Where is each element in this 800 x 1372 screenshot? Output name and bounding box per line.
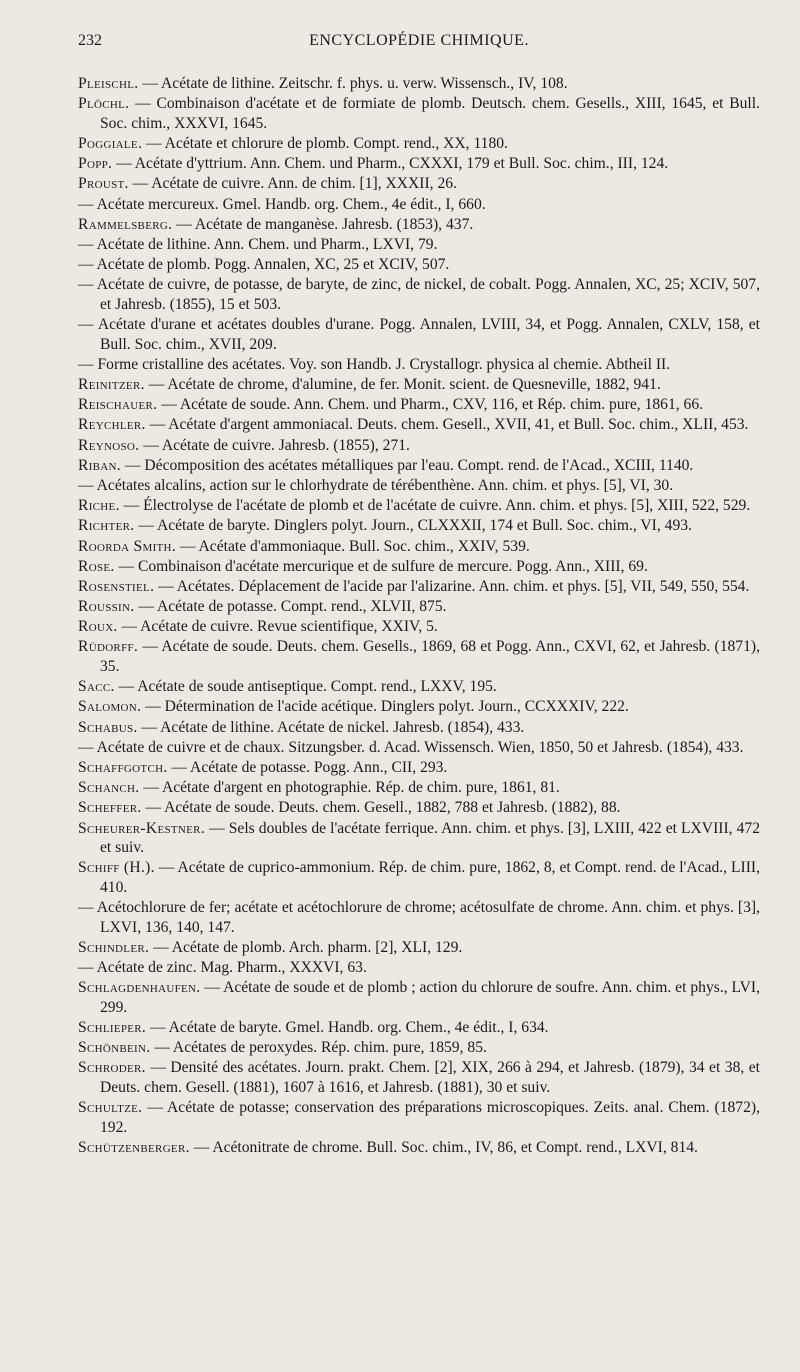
bibliography-entry: [78, 778, 760, 798]
entry-text: — Électrolyse de l'acétate de plomb et de l'acétate de cuivre. Ann. chim. et phys. [5], XIII, 522, 529.: [119, 497, 751, 515]
entry-text: — Acétate de soude. Deuts. chem. Gesells., 1869, 68 et Pogg. Ann., CXVI, 62, et Jahresb. (1871), 35.: [100, 638, 760, 676]
entry-author: Roussin.: [78, 598, 135, 616]
bibliography-entry: [78, 215, 760, 235]
entry-text: — Acétate d'yttrium. Ann. Chem. und Pharm., CXXXI, 179 et Bull. Soc. chim., III, 124.: [112, 155, 669, 173]
bibliography-entry: [78, 415, 760, 435]
bibliography-entry: [78, 174, 760, 194]
entry-author: Riche.: [78, 497, 120, 515]
bibliography-entry: [78, 516, 760, 536]
bibliography-entry: [78, 758, 760, 778]
bibliography-entry: [78, 235, 760, 255]
entry-text: — Acétate de chrome, d'alumine, de fer. Monit. scient. de Quesneville, 1882, 941.: [144, 376, 661, 394]
entry-author: Roorda Smith.: [78, 537, 176, 555]
entry-text: — Acétate d'argent en photographie. Rép. de chim. pure, 1861, 81.: [139, 779, 560, 797]
entry-author: Scheffer.: [78, 799, 142, 817]
entry-text: — Combinaison d'acétate et de formiate de plomb. Deutsch. chem. Gesells., XIII, 1645, et Bull. Soc. chim., XXXVI, 1645.: [100, 95, 760, 132]
entry-author: Popp.: [78, 155, 113, 173]
bibliography-entry: [78, 958, 760, 978]
entry-text: — Acétate de soude antiseptique. Compt. rend., LXXV, 195.: [114, 678, 497, 696]
entry-text: — Acétate de lithine. Zeitschr. f. phys. u. verw. Wissensch., IV, 108.: [138, 75, 568, 92]
entry-text: — Acétates. Déplacement de l'acide par l'alizarine. Ann. chim. et phys. [5], VII, 549, 550, 554.: [154, 577, 750, 595]
entry-text: — Décomposition des acétates métalliques par l'eau. Compt. rend. de l'Acad., XCIII, 1140.: [121, 456, 694, 474]
bibliography-entry: [78, 1018, 760, 1038]
bibliography-entry: [78, 557, 760, 577]
entry-text: — Acétate de soude. Ann. Chem. und Pharm., CXV, 116, et Rép. chim. pure, 1861, 66.: [157, 396, 704, 414]
entry-text: — Acétate de cuivre, de potasse, de baryte, de zinc, de nickel, de cobalt. Pogg. Annalen, XC, 25; XCIV, 507, et Jahresb. (1855), 15 et 503.: [78, 276, 760, 313]
entry-text: — Acétate d'ammoniaque. Bull. Soc. chim., XXIV, 539.: [176, 537, 530, 555]
bibliography-entry: [78, 938, 760, 958]
entry-text: — Acétate de soude et de plomb ; action du chlorure de soufre. Ann. chim. et phys., LVI, 299.: [100, 979, 760, 1016]
bibliography-entry: [78, 1038, 760, 1058]
entry-author: Scheurer-Kestner.: [78, 819, 206, 837]
bibliography-entry: [78, 697, 760, 717]
bibliography-entry: [78, 456, 760, 476]
entry-author: Schiff (H.).: [78, 859, 155, 877]
entry-author: Reischauer.: [78, 396, 158, 414]
bibliography-entry: [78, 677, 760, 697]
bibliography-entry: [78, 1138, 760, 1158]
entry-text: — Acétate de cuivre. Ann. de chim. [1], XXXII, 26.: [128, 175, 457, 193]
entry-text: — Acétate de manganèse. Jahresb. (1853), 437.: [172, 215, 474, 233]
bibliography-entry: [78, 1098, 760, 1137]
entry-author: Rüdorff.: [78, 638, 139, 656]
entry-author: Plöchl.: [78, 95, 130, 113]
entry-author: Proust.: [78, 175, 129, 193]
entry-text: — Acétate de plomb. Arch. pharm. [2], XLI, 129.: [149, 938, 463, 956]
entry-text: — Acétate de cuivre. Revue scientifique, XXIV, 5.: [117, 618, 438, 636]
entry-text: — Acétonitrate de chrome. Bull. Soc. chim., IV, 86, et Compt. rend., LXVI, 814.: [189, 1139, 698, 1156]
bibliography-list: [78, 74, 760, 1158]
bibliography-entry: [78, 718, 760, 738]
bibliography-entry: [78, 476, 760, 496]
entry-author: Schanch.: [78, 779, 140, 797]
entry-author: Roux.: [78, 618, 118, 636]
bibliography-entry: [78, 255, 760, 275]
bibliography-entry: [78, 537, 760, 557]
entry-author: Salomon.: [78, 698, 142, 716]
entry-text: — Acétate mercureux. Gmel. Handb. org. Chem., 4e édit., I, 660.: [78, 195, 486, 213]
entry-text: — Acétate de potasse. Pogg. Ann., CII, 293.: [167, 759, 448, 776]
entry-text: — Acétate de potasse. Compt. rend., XLVII, 875.: [134, 598, 447, 616]
entry-text: — Acétate de soude. Deuts. chem. Gesell., 1882, 788 et Jahresb. (1882), 88.: [141, 799, 621, 817]
entry-text: — Acétate de baryte. Gmel. Handb. org. Chem., 4e édit., I, 634.: [146, 1019, 549, 1037]
bibliography-entry: [78, 898, 760, 937]
entry-author: Poggiale.: [78, 134, 143, 152]
bibliography-entry: [78, 858, 760, 897]
entry-text: — Acétates de peroxydes. Rép. chim. pure, 1859, 85.: [150, 1039, 487, 1057]
entry-author: Rose.: [78, 557, 115, 575]
bibliography-entry: [78, 395, 760, 415]
bibliography-entry: [78, 496, 760, 516]
entry-author: Schützenberger.: [78, 1139, 190, 1156]
bibliography-entry: [78, 577, 760, 597]
entry-text: — Détermination de l'acide acétique. Dinglers polyt. Journ., CCXXXIV, 222.: [141, 698, 629, 716]
bibliography-entry: [78, 154, 760, 174]
entry-author: Rammelsberg.: [78, 215, 173, 233]
running-title: ENCYCLOPÉDIE CHIMIQUE.: [309, 32, 529, 49]
entry-text: — Acétate de cuprico-ammonium. Rép. de chim. pure, 1862, 8, et Compt. rend. de l'Acad., LIII, 410.: [100, 859, 761, 896]
bibliography-entry: [78, 798, 760, 818]
entry-text: — Acétate de cuivre et de chaux. Sitzungsber. d. Acad. Wissensch. Wien, 1850, 50 et Jahresb. (1854), 433.: [78, 738, 744, 756]
entry-text: — Acétochlorure de fer; acétate et acétochlorure de chrome; acétosulfate de chrome. Ann. chim. et phys. [3], LXVI, 136, 140, 147.: [78, 899, 760, 936]
entry-text: — Acétate de lithine. Ann. Chem. und Pharm., LXVI, 79.: [78, 235, 438, 253]
entry-text: — Acétate de cuivre. Jahresb. (1855), 271.: [139, 436, 410, 454]
bibliography-entry: [78, 94, 760, 133]
bibliography-entry: [78, 978, 760, 1017]
entry-author: Riban.: [78, 456, 121, 474]
bibliography-entry: [78, 819, 760, 858]
entry-text: — Acétate d'argent ammoniacal. Deuts. chem. Gesell., XVII, 41, et Bull. Soc. chim., XLII, 453.: [145, 416, 749, 434]
entry-text: — Sels doubles de l'acétate ferrique. Ann. chim. et phys. [3], LXIII, 422 et LXVIII, 472 et suiv.: [100, 819, 760, 857]
bibliography-entry: [78, 375, 760, 395]
bibliography-entry: [78, 134, 760, 154]
entry-author: Schindler.: [78, 938, 150, 956]
entry-author: Schlagdenhaufen.: [78, 979, 201, 997]
entry-text: — Acétates alcalins, action sur le chlorhydrate de térébenthène. Ann. chim. et phys. [5], VI, 30.: [78, 476, 674, 494]
entry-author: Richter.: [78, 517, 135, 535]
entry-author: Schultze.: [78, 1099, 143, 1117]
entry-author: Schönbein.: [78, 1039, 151, 1057]
entry-text: — Acétate de plomb. Pogg. Annalen, XC, 25 et XCIV, 507.: [78, 256, 450, 274]
entry-text: — Acétate et chlorure de plomb. Compt. rend., XX, 1180.: [142, 134, 508, 152]
entry-author: Pleischl.: [78, 75, 139, 92]
bibliography-entry: [78, 436, 760, 456]
bibliography-entry: [78, 637, 760, 676]
entry-text: — Combinaison d'acétate mercurique et de sulfure de mercure. Pogg. Ann., XIII, 69.: [114, 557, 648, 575]
bibliography-entry: [78, 355, 760, 375]
bibliography-entry: [78, 74, 760, 94]
entry-author: Rosenstiel.: [78, 577, 155, 595]
entry-text: — Acétate de baryte. Dinglers polyt. Journ., CLXXXII, 174 et Bull. Soc. chim., VI, 493.: [134, 517, 692, 535]
entry-author: Schaffgotch.: [78, 759, 168, 776]
bibliography-entry: [78, 1058, 760, 1097]
entry-author: Sacc.: [78, 678, 115, 696]
entry-text: — Forme cristalline des acétates. Voy. son Handb. J. Crystallogr. physica al chemie. Abtheil II.: [78, 355, 671, 373]
entry-author: Schroder.: [78, 1059, 146, 1077]
entry-author: Reychler.: [78, 416, 146, 434]
bibliography-entry: [78, 597, 760, 617]
entry-text: — Acétate d'urane et acétates doubles d'urane. Pogg. Annalen, LVIII, 34, et Pogg. Annalen, CXLV, 158, et Bull. Soc. chim., XVII, 209.: [78, 316, 760, 353]
entry-author: Reinitzer.: [78, 376, 145, 394]
entry-text: — Densité des acétates. Journ. prakt. Chem. [2], XIX, 266 à 294, et Jahresb. (1879), 34 et 38, et Deuts. chem. Gesell. (1881), 1607 à 1616, et Jahresb. (1881), 30 et suiv.: [100, 1059, 760, 1097]
bibliography-entry: [78, 195, 760, 215]
bibliography-entry: [78, 738, 760, 758]
entry-text: — Acétate de potasse; conservation des préparations microscopiques. Zeits. anal. Chem. (1872), 192.: [100, 1099, 760, 1136]
entry-author: Schabus.: [78, 718, 138, 736]
bibliography-entry: [78, 315, 760, 354]
page-header: [78, 32, 760, 54]
entry-text: — Acétate de zinc. Mag. Pharm., XXXVI, 63.: [78, 959, 367, 977]
entry-author: Schlieper.: [78, 1019, 147, 1037]
bibliography-entry: [78, 275, 760, 314]
entry-author: Reynoso.: [78, 436, 140, 454]
entry-text: — Acétate de lithine. Acétate de nickel. Jahresb. (1854), 433.: [137, 718, 525, 736]
bibliography-entry: [78, 617, 760, 637]
page-number: 232: [78, 32, 102, 49]
